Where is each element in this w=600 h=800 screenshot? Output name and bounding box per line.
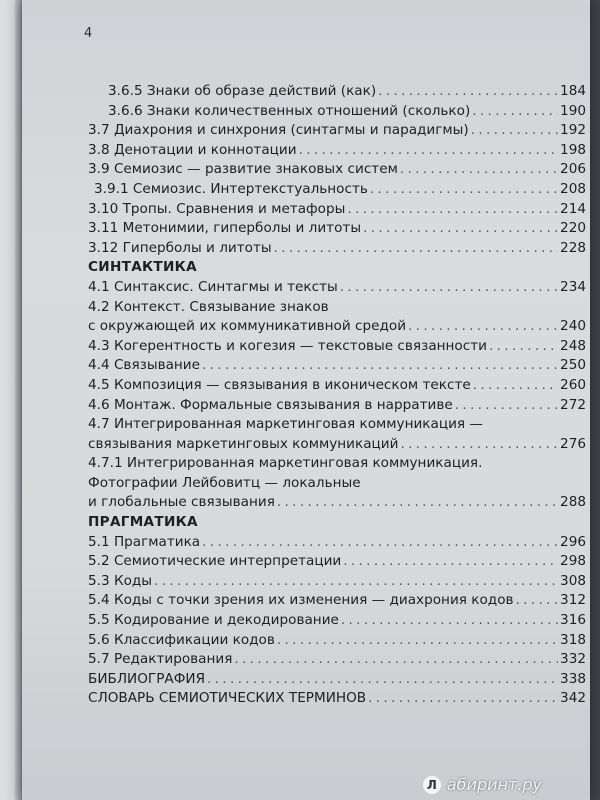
toc-page-number: 250 <box>560 357 586 374</box>
toc-entry <box>88 396 586 416</box>
toc-entry <box>88 337 586 357</box>
toc-page-number: 240 <box>560 318 586 335</box>
toc-page-number: 338 <box>560 670 586 687</box>
toc-dot-leader <box>202 533 558 553</box>
toc-page-number: 298 <box>560 553 586 570</box>
toc-page-number: 190 <box>560 102 586 119</box>
toc-entry <box>88 160 586 180</box>
toc-entry-title: 4.6 Монтаж. Формальные связывания в нарративе <box>88 396 453 413</box>
toc-entry-continued: 4.7.1 Интегрированная маркетинговая коммуникация. <box>88 455 483 472</box>
toc-page-number: 342 <box>560 690 586 707</box>
toc-dot-leader <box>341 611 558 631</box>
toc-entry <box>88 278 586 298</box>
toc-dot-leader <box>400 435 558 455</box>
toc-entry <box>88 631 586 651</box>
toc-page-number: 260 <box>560 376 586 393</box>
toc-page-number: 312 <box>560 592 586 609</box>
toc-page-number: 308 <box>560 572 586 589</box>
toc-page-number: 272 <box>560 396 586 413</box>
toc-entry <box>88 219 586 239</box>
toc-page-number: 288 <box>560 494 586 511</box>
toc-dot-leader <box>489 337 558 357</box>
toc-page-number: 316 <box>560 612 586 629</box>
toc-entry-title: 3.11 Метонимии, гиперболы и литоты <box>88 220 362 237</box>
toc-entry <box>88 611 586 631</box>
toc-dot-leader <box>370 180 558 200</box>
toc-entry <box>88 356 586 376</box>
toc-entry <box>88 533 586 553</box>
toc-entry <box>88 591 586 611</box>
toc-page-number: 318 <box>560 631 586 648</box>
toc-dot-leader <box>207 670 558 690</box>
toc-entry-title: 5.5 Кодирование и декодирование <box>88 612 339 629</box>
toc-page-number: 208 <box>560 180 586 197</box>
toc-entry-title: и глобальные связывания <box>88 494 275 511</box>
toc-entry-title: 5.3 Коды <box>88 572 153 589</box>
toc-dot-leader <box>408 317 558 337</box>
toc-entry-continued: Фотографии Лейбовитц — локальные <box>88 474 361 491</box>
toc-entry-title: 5.2 Семиотические интерпретации <box>88 553 342 570</box>
toc-page-number: 198 <box>560 141 586 158</box>
book-page <box>22 0 590 800</box>
toc-entry-title: 3.6.6 Знаки количественных отношений (сколько) <box>108 102 471 119</box>
toc-entry <box>88 552 586 572</box>
toc-dot-leader <box>277 631 558 651</box>
toc-dot-leader <box>154 572 558 592</box>
watermark-logo-icon: Л <box>423 776 441 794</box>
toc-entry <box>88 376 586 396</box>
toc-dot-leader <box>340 278 558 298</box>
toc-dot-leader <box>299 141 558 161</box>
toc-dot-leader <box>472 102 558 122</box>
toc-page-number: 332 <box>560 651 586 668</box>
toc-entry <box>88 200 586 220</box>
toc-entry-title: с окружающей их коммуникативной средой <box>88 318 407 335</box>
toc-entry-title: 3.12 Гиперболы и литоты <box>88 239 272 256</box>
toc-entry-title: СЛОВАРЬ СЕМИОТИЧЕСКИХ ТЕРМИНОВ <box>88 690 367 707</box>
toc-entry-title: 3.6.5 Знаки об образе действий (как) <box>108 83 377 99</box>
toc-dot-leader <box>400 160 558 180</box>
toc-entry <box>88 239 586 259</box>
toc-entry-title: 4.4 Связывание <box>88 357 201 374</box>
toc-dot-leader <box>277 493 558 513</box>
toc-entry <box>88 572 586 592</box>
toc-page-number: 234 <box>560 278 586 295</box>
toc-entry-title: 5.7 Редактирования <box>88 651 233 668</box>
toc-entry <box>88 493 586 513</box>
toc-entry <box>88 102 586 122</box>
toc-entry-title: 5.6 Классификации кодов <box>88 631 275 648</box>
toc-entry <box>88 670 586 690</box>
toc-entry-title: 3.8 Денотации и коннотации <box>88 141 297 158</box>
toc-page-number: 296 <box>560 533 586 550</box>
toc-page-number: 192 <box>560 122 586 139</box>
toc-entry-title: 5.1 Прагматика <box>88 533 201 550</box>
toc-dot-leader <box>347 200 558 220</box>
toc-dot-leader <box>363 219 558 239</box>
toc-entry-continued: 4.7 Интегрированная маркетинговая коммуникация — <box>88 416 484 433</box>
toc-dot-leader <box>343 552 558 572</box>
toc-entry-title: 4.5 Композиция — связывания в иконическом тексте <box>88 376 471 393</box>
toc-entry <box>88 121 586 141</box>
toc-page-number: 214 <box>560 200 586 217</box>
toc-page-number: 276 <box>560 435 586 452</box>
toc-page-number: 228 <box>560 239 586 256</box>
toc-entry-title: БИБЛИОГРАФИЯ <box>88 670 206 687</box>
page-number: 4 <box>84 26 93 41</box>
toc-entry-title: связывания маркетинговых коммуникаций <box>88 435 399 452</box>
watermark-text: абиринт.ру <box>446 775 542 794</box>
toc-page-number: 248 <box>560 337 586 354</box>
toc-dot-leader <box>368 689 558 709</box>
toc-dot-leader <box>473 376 558 396</box>
watermark <box>423 775 542 794</box>
toc-entry-title: 5.4 Коды с точки зрения их изменения — диахрония кодов <box>88 592 514 609</box>
table-of-contents <box>88 82 586 709</box>
toc-dot-leader <box>471 121 558 141</box>
toc-entry <box>88 180 586 200</box>
toc-entry <box>88 650 586 670</box>
toc-entry-title: 3.7 Диахрония и синхрония (синтагмы и парадигмы) <box>88 122 469 139</box>
toc-entry-title: 3.9.1 Семиозис. Интертекстуальность <box>94 180 368 197</box>
toc-dot-leader <box>274 239 558 259</box>
toc-entry <box>88 141 586 161</box>
toc-entry-title: 3.10 Тропы. Сравнения и метафоры <box>88 200 346 217</box>
toc-dot-leader <box>516 591 559 611</box>
toc-dot-leader <box>378 82 558 102</box>
toc-entry-title: 4.1 Синтаксис. Синтагмы и тексты <box>88 278 338 295</box>
toc-page-number: 184 <box>560 83 586 99</box>
toc-entry <box>88 317 586 337</box>
toc-entry-title: 3.9 Семиозис — развитие знаковых систем <box>88 161 398 178</box>
toc-entry <box>88 689 586 709</box>
toc-entry <box>88 435 586 455</box>
toc-dot-leader <box>234 650 558 670</box>
toc-entry-title: 4.3 Когерентность и когезия — текстовые связанности <box>88 337 487 354</box>
toc-dot-leader <box>202 356 558 376</box>
toc-page-number: 206 <box>560 161 586 178</box>
toc-entry <box>88 82 586 102</box>
toc-section-heading: ПРАГМАТИКА <box>88 514 198 531</box>
toc-dot-leader <box>455 396 558 416</box>
toc-entry-continued: 4.2 Контекст. Связывание знаков <box>88 298 329 315</box>
toc-page-number: 220 <box>560 220 586 237</box>
toc-section-heading: СИНТАКТИКА <box>88 259 197 276</box>
